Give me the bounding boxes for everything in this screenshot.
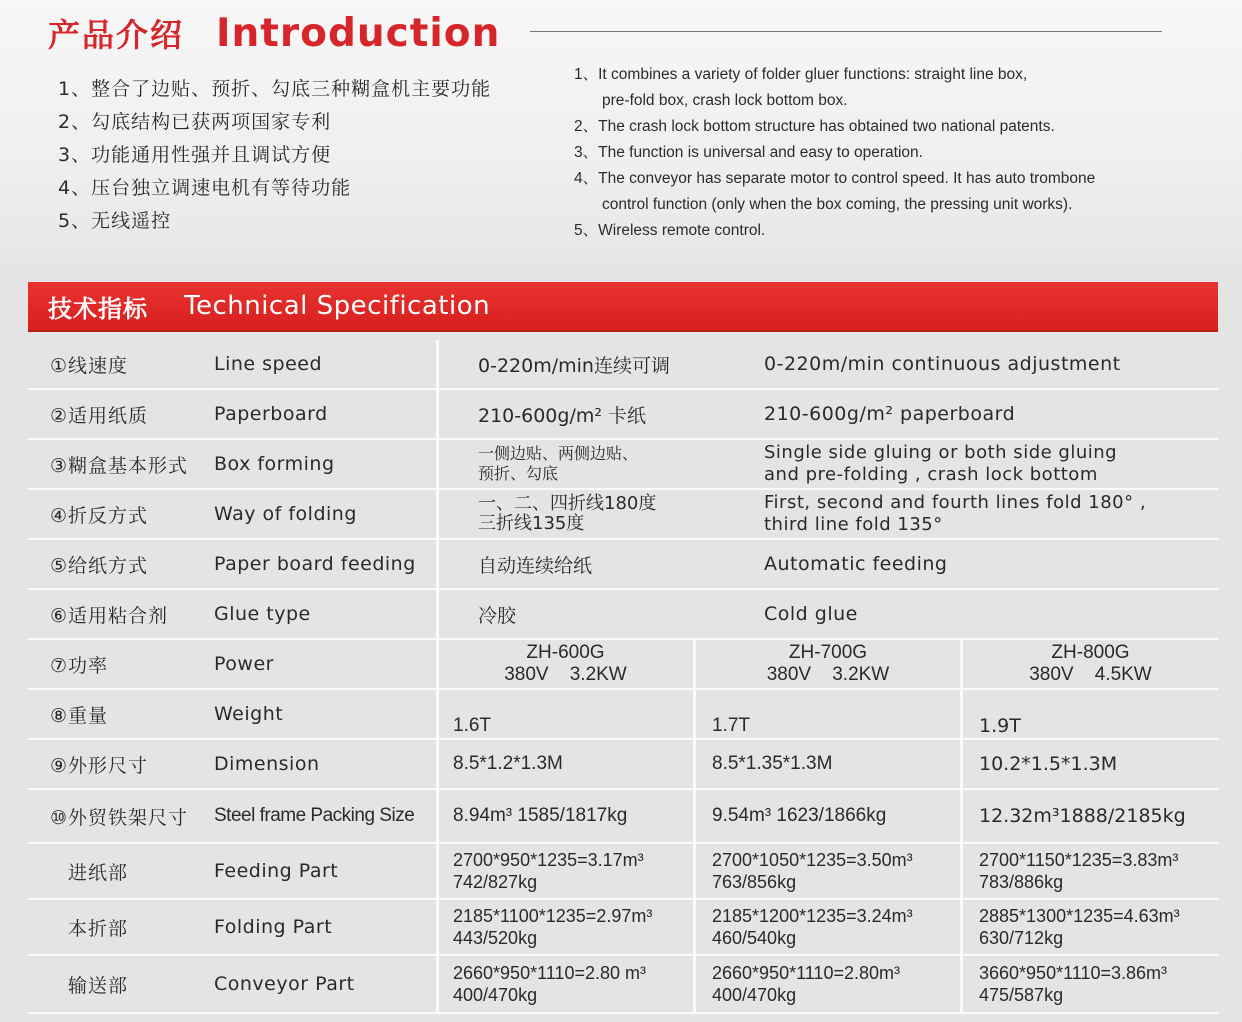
- weight-line: 460/540kg: [712, 928, 797, 948]
- row-value-cn-line: 一侧边贴、两侧边贴、: [478, 444, 639, 463]
- intro-en-line: pre-fold box, crash lock bottom box.: [602, 92, 848, 109]
- column-divider: [960, 740, 963, 788]
- row-value-cn: 自动连续给纸: [478, 554, 593, 577]
- row-label-en: Paperboard: [214, 403, 328, 425]
- table-row: [28, 640, 1218, 690]
- column-divider: [436, 740, 439, 788]
- feeding-700g: [712, 844, 913, 898]
- model-name: ZH-700G: [788, 642, 868, 663]
- weight-line: 475/587kg: [979, 985, 1064, 1005]
- table-row: [28, 790, 1218, 844]
- size-line: 2660*950*1110=2.80 m³: [453, 963, 646, 983]
- conveyor-700g: [712, 956, 900, 1012]
- weight-700g: 1.7T: [712, 715, 751, 736]
- intro-cn-item: 5、无线遥控: [58, 210, 172, 232]
- row-label-en: Feeding Part: [214, 860, 339, 882]
- row-label-en: Folding Part: [214, 916, 333, 938]
- table-row: [28, 900, 1218, 956]
- row-label-cn: ⑦功率: [50, 654, 109, 677]
- power-model-600g: [438, 640, 693, 688]
- table-row: [28, 390, 1218, 440]
- row-label-cn: ⑩外贸铁架尺寸: [50, 806, 189, 829]
- row-label-cn: ⑨外形尺寸: [50, 754, 149, 777]
- title-divider: [530, 31, 1162, 32]
- row-value-cn: 0-220m/min连续可调: [478, 354, 670, 377]
- column-divider: [693, 956, 696, 1012]
- column-divider: [436, 440, 439, 488]
- weight-line: 400/470kg: [712, 985, 797, 1005]
- introduction-title-cn: 产品介绍: [48, 16, 185, 54]
- row-value-en-line: Single side gluing or both side gluing: [764, 442, 1118, 463]
- column-divider: [960, 790, 963, 842]
- intro-cn-item: 3、功能通用性强并且调试方便: [58, 144, 332, 166]
- power-model-800g: [963, 640, 1218, 688]
- row-label-en: Conveyor Part: [214, 973, 355, 995]
- column-divider: [693, 740, 696, 788]
- table-row: [28, 490, 1218, 540]
- conveyor-600g: [453, 956, 646, 1012]
- column-divider: [436, 900, 439, 954]
- row-label-en: Steel frame Packing Size: [214, 805, 415, 826]
- column-divider: [436, 490, 439, 538]
- dimension-700g: 8.5*1.35*1.3M: [712, 753, 833, 774]
- weight-600g: 1.6T: [453, 715, 492, 736]
- row-value-en-line: and pre-folding , crash lock bottom: [764, 464, 1098, 485]
- table-row: [28, 690, 1218, 740]
- intro-en-line: 4、The conveyor has separate motor to control speed. It has auto trombone: [574, 170, 1096, 187]
- intro-cn-item: 1、整合了边贴、预折、勾底三种糊盒机主要功能: [58, 78, 492, 100]
- row-value-cn: 210-600g/m² 卡纸: [478, 404, 647, 427]
- introduction-section: [0, 0, 1242, 268]
- feeding-800g: [979, 844, 1178, 898]
- intro-cn-item: 2、勾底结构已获两项国家专利: [58, 111, 332, 133]
- column-divider: [436, 690, 439, 738]
- row-label-cn: ⑥适用粘合剂: [50, 604, 169, 627]
- folding-600g: [453, 900, 652, 954]
- weight-line: 783/886kg: [979, 872, 1064, 892]
- weight-line: 763/856kg: [712, 872, 797, 892]
- row-value-cn-line: 三折线135度: [478, 513, 585, 534]
- size-line: 3660*950*1110=3.86m³: [979, 963, 1167, 983]
- column-divider: [693, 790, 696, 842]
- size-line: 2660*950*1110=2.80m³: [712, 963, 900, 983]
- packing-600g: 8.94m³ 1585/1817kg: [453, 805, 628, 826]
- model-power: 380V 4.5KW: [1029, 664, 1152, 685]
- row-value-en-line: First, second and fourth lines fold 180° ,: [764, 492, 1147, 513]
- model-power: 380V 3.2KW: [766, 664, 890, 685]
- size-line: 2700*1050*1235=3.50m³: [712, 850, 913, 870]
- row-label-cn: ④折反方式: [50, 504, 149, 527]
- row-value-en: 0-220m/min continuous adjustment: [764, 353, 1121, 375]
- introduction-list-en: [574, 64, 1095, 246]
- weight-800g: 1.9T: [979, 715, 1021, 737]
- row-label-cn: ①线速度: [50, 354, 129, 377]
- row-value-cn: [478, 490, 656, 538]
- power-model-700g: [696, 640, 960, 688]
- row-label-cn: ⑤给纸方式: [50, 554, 149, 577]
- row-value-cn-line: 一、二、四折线180度: [478, 493, 657, 514]
- size-line: 2700*950*1235=3.17m³: [453, 850, 644, 870]
- table-row: [28, 844, 1218, 900]
- model-name: ZH-800G: [1051, 642, 1130, 663]
- row-label-cn: ③糊盒基本形式: [50, 454, 189, 477]
- table-row: [28, 540, 1218, 590]
- row-label-cn: 本折部: [68, 917, 129, 940]
- size-line: 2885*1300*1235=4.63m³: [979, 906, 1180, 926]
- row-label-en: Dimension: [214, 753, 320, 775]
- column-divider: [436, 540, 439, 588]
- column-divider: [960, 844, 963, 898]
- weight-line: 742/827kg: [453, 872, 538, 892]
- intro-en-line: control function (only when the box coming, the pressing unit works).: [602, 196, 1073, 213]
- row-label-en: Line speed: [214, 353, 323, 375]
- row-label-cn: ⑧重量: [50, 704, 109, 727]
- intro-cn-item: 4、压台独立调速电机有等待功能: [58, 177, 352, 199]
- introduction-title-en: Introduction: [216, 11, 501, 56]
- column-divider: [436, 340, 439, 388]
- column-divider: [960, 956, 963, 1012]
- row-value-en: Automatic feeding: [764, 553, 948, 575]
- row-label-cn: 输送部: [68, 974, 129, 997]
- row-value-en: [764, 440, 1117, 488]
- intro-en-line: 1、It combines a variety of folder gluer functions: straight line box,: [574, 66, 1028, 83]
- table-row: [28, 740, 1218, 790]
- weight-line: 630/712kg: [979, 928, 1064, 948]
- column-divider: [436, 956, 439, 1012]
- row-value-cn-line: 预折、勾底: [478, 464, 559, 483]
- column-divider: [693, 690, 696, 738]
- spec-header: [28, 282, 1218, 330]
- spec-title-cn: 技术指标: [48, 294, 148, 323]
- table-row: [28, 956, 1218, 1014]
- row-label-cn: ②适用纸质: [50, 404, 149, 427]
- intro-en-line: 3、The function is universal and easy to operation.: [574, 144, 923, 161]
- intro-en-line: 2、The crash lock bottom structure has obtained two national patents.: [574, 118, 1055, 135]
- column-divider: [693, 900, 696, 954]
- size-line: 2185*1100*1235=2.97m³: [453, 906, 653, 926]
- row-value-en: [764, 490, 1146, 538]
- packing-800g: 12.32m³1888/2185kg: [979, 805, 1186, 827]
- feeding-600g: [453, 844, 644, 898]
- spec-title-en: Technical Specification: [184, 291, 491, 321]
- table-row: [28, 340, 1218, 390]
- weight-line: 443/520kg: [453, 928, 538, 948]
- row-label-en: Glue type: [214, 603, 311, 625]
- column-divider: [960, 900, 963, 954]
- row-label-en: Box forming: [214, 453, 335, 475]
- row-value-en-line: third line fold 135°: [764, 514, 943, 535]
- conveyor-800g: [979, 956, 1167, 1012]
- row-value-cn: 冷胶: [478, 604, 517, 627]
- column-divider: [436, 590, 439, 638]
- column-divider: [436, 844, 439, 898]
- row-value-cn: [478, 440, 638, 488]
- row-value-en: Cold glue: [764, 603, 858, 625]
- introduction-list-cn: [58, 74, 491, 239]
- folding-700g: [712, 900, 913, 954]
- column-divider: [693, 844, 696, 898]
- introduction-title: [48, 10, 500, 58]
- size-line: 2700*1150*1235=3.83m³: [979, 850, 1179, 870]
- column-divider: [436, 390, 439, 438]
- row-label-en: Paper board feeding: [214, 553, 416, 575]
- row-label-en: Way of folding: [214, 503, 357, 525]
- column-divider: [960, 690, 963, 738]
- packing-700g: 9.54m³ 1623/1866kg: [712, 805, 887, 826]
- spec-table: [28, 340, 1218, 1014]
- row-label-en: Power: [214, 653, 274, 675]
- row-label-cn: 进纸部: [68, 861, 129, 884]
- model-power: 380V 3.2KW: [504, 664, 627, 685]
- weight-line: 400/470kg: [453, 985, 538, 1005]
- dimension-800g: 10.2*1.5*1.3M: [979, 753, 1118, 775]
- table-row: [28, 440, 1218, 490]
- row-value-en: 210-600g/m² paperboard: [764, 403, 1016, 425]
- column-divider: [436, 790, 439, 842]
- model-name: ZH-600G: [526, 642, 605, 663]
- table-row: [28, 590, 1218, 640]
- row-label-en: Weight: [214, 703, 284, 725]
- intro-en-line: 5、Wireless remote control.: [574, 222, 766, 239]
- size-line: 2185*1200*1235=3.24m³: [712, 906, 913, 926]
- dimension-600g: 8.5*1.2*1.3M: [453, 753, 563, 774]
- folding-800g: [979, 900, 1180, 954]
